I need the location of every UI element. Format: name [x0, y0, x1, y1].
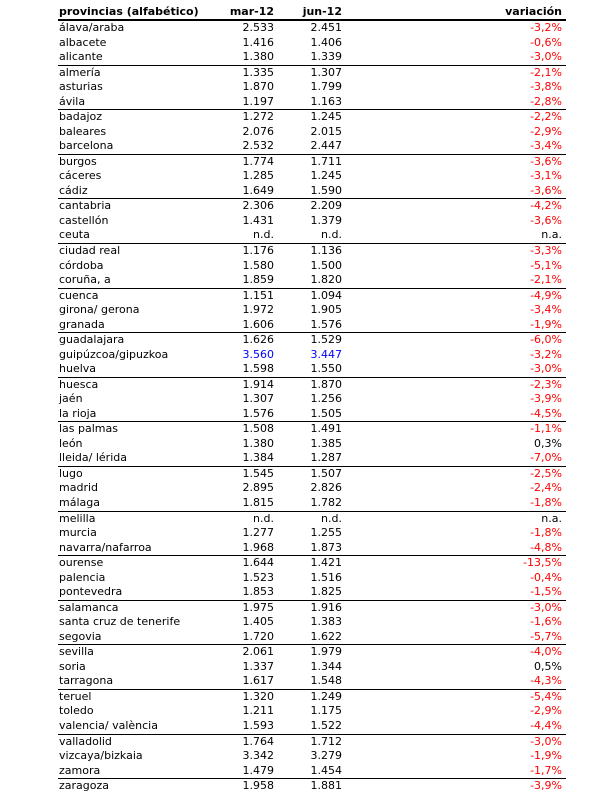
value-mar-12: 1.644	[242, 556, 274, 570]
table-row	[58, 50, 566, 66]
table-row	[58, 214, 566, 229]
province-name: santa cruz de tenerife	[59, 615, 181, 629]
value-mar-12: 1.151	[242, 288, 274, 302]
value-mar-12: 2.532	[242, 139, 274, 153]
variation-value: -3,3%	[530, 243, 562, 257]
value-jun-12: 3.447	[310, 347, 342, 361]
value-jun-12: 1.249	[310, 689, 342, 703]
table-header	[58, 4, 566, 21]
value-mar-12: n.d.	[253, 228, 274, 242]
value-mar-12: 1.197	[242, 94, 274, 108]
value-jun-12: 1.550	[310, 362, 342, 376]
province-name: guadalajara	[59, 333, 125, 347]
variation-value: -6,0%	[530, 333, 562, 347]
value-jun-12: 1.136	[310, 243, 342, 257]
variation-value: -1,8%	[530, 496, 562, 509]
variation-value: 0,5%	[534, 659, 562, 673]
value-jun-12: 1.500	[310, 258, 342, 272]
value-jun-12: 1.454	[310, 763, 342, 777]
value-mar-12: 1.606	[242, 317, 274, 331]
variation-value: -5,1%	[530, 258, 562, 272]
variation-value: -3,0%	[530, 600, 562, 614]
value-mar-12: 1.211	[242, 704, 274, 718]
variation-value: n.a.	[541, 511, 562, 525]
value-mar-12: 1.277	[242, 526, 274, 540]
variation-value: -3,2%	[530, 21, 562, 34]
table-row	[58, 362, 566, 378]
province-name: ciudad real	[59, 243, 121, 257]
value-jun-12: 1.873	[310, 540, 342, 554]
header-mar-12: mar-12	[229, 5, 274, 18]
variation-value: -2,4%	[530, 481, 562, 495]
variation-value: -4,2%	[530, 199, 562, 213]
province-name: zaragoza	[59, 779, 110, 793]
value-jun-12: 1.782	[310, 496, 342, 509]
variation-value: -4,8%	[530, 540, 562, 554]
value-mar-12: 1.580	[242, 258, 274, 272]
variation-value: -3,6%	[530, 183, 562, 197]
province-name: la rioja	[59, 406, 97, 420]
table-row	[58, 228, 566, 244]
province-name: melilla	[59, 511, 96, 525]
variation-value: -13,5%	[523, 556, 562, 570]
value-mar-12: 1.508	[242, 422, 274, 436]
table-row	[58, 318, 566, 334]
variation-value: -2,8%	[530, 94, 562, 108]
table-row	[58, 199, 566, 214]
province-name: valladolid	[59, 734, 112, 748]
header-province: provincias (alfabético)	[59, 5, 199, 18]
value-jun-12: 1.505	[310, 406, 342, 420]
variation-value: -1,1%	[530, 422, 562, 436]
province-name: alicante	[59, 50, 103, 64]
table-row	[58, 512, 566, 527]
variation-value: -3,0%	[530, 734, 562, 748]
province-name: ávila	[59, 94, 86, 108]
province-name: zamora	[59, 763, 101, 777]
value-jun-12: 1.825	[310, 585, 342, 599]
value-jun-12: 1.711	[310, 154, 342, 168]
value-mar-12: 1.853	[242, 585, 274, 599]
value-mar-12: 2.533	[242, 21, 274, 34]
table-row	[58, 735, 566, 750]
value-mar-12: 1.764	[242, 734, 274, 748]
value-jun-12: 1.245	[310, 169, 342, 183]
table-row	[58, 451, 566, 467]
province-name: valencia/ valència	[59, 718, 158, 732]
variation-value: -1,9%	[530, 317, 562, 331]
province-name: cádiz	[59, 183, 88, 197]
value-jun-12: 1.712	[310, 734, 342, 748]
table-row	[58, 615, 566, 630]
table-row	[58, 749, 566, 764]
value-mar-12: 1.617	[242, 674, 274, 688]
variation-value: -3,2%	[530, 347, 562, 361]
value-mar-12: 1.593	[242, 718, 274, 732]
value-mar-12: 1.431	[242, 213, 274, 227]
variation-value: -4,5%	[530, 406, 562, 420]
variation-value: -4,4%	[530, 718, 562, 732]
province-name: almería	[59, 65, 101, 79]
value-mar-12: 1.649	[242, 183, 274, 197]
value-jun-12: 1.590	[310, 183, 342, 197]
variation-value: -3,1%	[530, 169, 562, 183]
value-mar-12: 1.914	[242, 377, 274, 391]
value-mar-12: 1.870	[242, 80, 274, 94]
table-row	[58, 333, 566, 348]
value-mar-12: 1.384	[242, 451, 274, 465]
value-mar-12: 1.416	[242, 35, 274, 49]
value-jun-12: 1.820	[310, 273, 342, 287]
variation-value: -3,0%	[530, 362, 562, 376]
table-row	[58, 660, 566, 675]
value-mar-12: 1.576	[242, 406, 274, 420]
value-jun-12: 1.307	[310, 65, 342, 79]
variation-value: -4,0%	[530, 645, 562, 659]
table-row	[58, 704, 566, 719]
table-row	[58, 303, 566, 318]
province-name: tarragona	[59, 674, 114, 688]
variation-value: -5,4%	[530, 689, 562, 703]
variation-value: -2,3%	[530, 377, 562, 391]
province-name: lleida/ lérida	[59, 451, 127, 465]
table-row	[58, 184, 566, 200]
table-row	[58, 125, 566, 140]
value-jun-12: 1.175	[310, 704, 342, 718]
province-name: madrid	[59, 481, 98, 495]
province-name: huesca	[59, 377, 99, 391]
table-row	[58, 244, 566, 259]
value-jun-12: 1.383	[310, 615, 342, 629]
province-name: navarra/nafarroa	[59, 540, 152, 554]
value-mar-12: 1.968	[242, 540, 274, 554]
table-row	[58, 571, 566, 586]
province-name: ourense	[59, 556, 104, 570]
province-name: cantabria	[59, 199, 112, 213]
value-jun-12: 1.905	[310, 303, 342, 317]
variation-value: -1,6%	[530, 615, 562, 629]
table-row	[58, 95, 566, 111]
variation-value: -4,9%	[530, 288, 562, 302]
value-mar-12: 2.076	[242, 124, 274, 138]
value-mar-12: 1.479	[242, 763, 274, 777]
value-jun-12: 1.576	[310, 317, 342, 331]
variation-value: -5,7%	[530, 629, 562, 643]
value-jun-12: n.d.	[321, 511, 342, 525]
variation-value: -1,5%	[530, 585, 562, 599]
table-row	[58, 467, 566, 482]
province-name: ceuta	[59, 228, 90, 242]
value-jun-12: 1.255	[310, 526, 342, 540]
variation-value: -1,7%	[530, 763, 562, 777]
header-variation: variación	[505, 5, 562, 18]
header-jun-12: jun-12	[302, 5, 342, 18]
province-name: córdoba	[59, 258, 104, 272]
value-jun-12: 1.245	[310, 110, 342, 124]
table-row	[58, 422, 566, 437]
value-mar-12: n.d.	[253, 511, 274, 525]
table-row	[58, 21, 566, 36]
province-name: girona/ gerona	[59, 303, 140, 317]
value-jun-12: 1.163	[310, 94, 342, 108]
province-name: león	[59, 436, 83, 450]
value-mar-12: 2.306	[242, 199, 274, 213]
price-table	[58, 4, 566, 794]
value-mar-12: 1.774	[242, 154, 274, 168]
table-row	[58, 526, 566, 541]
value-mar-12: 1.405	[242, 615, 274, 629]
value-jun-12: 1.339	[310, 50, 342, 64]
table-body	[58, 21, 566, 794]
value-jun-12: 1.622	[310, 629, 342, 643]
table-row	[58, 645, 566, 660]
province-name: salamanca	[59, 600, 119, 614]
table-row	[58, 674, 566, 690]
value-jun-12: 1.385	[310, 436, 342, 450]
province-name: burgos	[59, 154, 97, 168]
province-name: las palmas	[59, 422, 118, 436]
province-name: asturias	[59, 80, 103, 94]
value-mar-12: 2.895	[242, 481, 274, 495]
table-row	[58, 273, 566, 289]
province-name: sevilla	[59, 645, 94, 659]
value-mar-12: 1.598	[242, 362, 274, 376]
province-name: baleares	[59, 124, 107, 138]
variation-value: n.a.	[541, 228, 562, 242]
value-mar-12: 1.859	[242, 273, 274, 287]
value-mar-12: 1.720	[242, 629, 274, 643]
province-name: málaga	[59, 496, 100, 509]
value-mar-12: 1.307	[242, 392, 274, 406]
value-jun-12: 1.916	[310, 600, 342, 614]
province-name: coruña, a	[59, 273, 111, 287]
province-name: granada	[59, 317, 105, 331]
value-jun-12: 1.799	[310, 80, 342, 94]
variation-value: -2,2%	[530, 110, 562, 124]
province-name: barcelona	[59, 139, 114, 153]
table-row	[58, 36, 566, 51]
variation-value: -2,5%	[530, 466, 562, 480]
value-jun-12: 1.881	[310, 779, 342, 793]
value-mar-12: 3.342	[242, 749, 274, 763]
value-mar-12: 1.972	[242, 303, 274, 317]
table-row	[58, 437, 566, 452]
value-mar-12: 1.545	[242, 466, 274, 480]
value-jun-12: 2.451	[310, 21, 342, 34]
variation-value: -1,9%	[530, 749, 562, 763]
table-row	[58, 496, 566, 512]
province-name: lugo	[59, 466, 83, 480]
value-mar-12: 1.337	[242, 659, 274, 673]
value-mar-12: 1.320	[242, 689, 274, 703]
variation-value: -3,6%	[530, 154, 562, 168]
province-name: huelva	[59, 362, 97, 376]
province-name: cuenca	[59, 288, 99, 302]
table-row	[58, 289, 566, 304]
variation-value: -3,9%	[530, 392, 562, 406]
province-name: jaén	[59, 392, 83, 406]
province-name: murcia	[59, 526, 97, 540]
table-row	[58, 80, 566, 95]
table-row	[58, 155, 566, 170]
variation-value: -0,6%	[530, 35, 562, 49]
province-name: vizcaya/bizkaia	[59, 749, 143, 763]
table-row	[58, 556, 566, 571]
variation-value: -4,3%	[530, 674, 562, 688]
value-mar-12: 1.815	[242, 496, 274, 509]
value-jun-12: 1.256	[310, 392, 342, 406]
variation-value: -7,0%	[530, 451, 562, 465]
value-jun-12: 1.379	[310, 213, 342, 227]
value-mar-12: 1.335	[242, 65, 274, 79]
value-mar-12: 1.626	[242, 333, 274, 347]
table-row	[58, 541, 566, 557]
province-name: cáceres	[59, 169, 102, 183]
province-name: teruel	[59, 689, 92, 703]
value-jun-12: 1.979	[310, 645, 342, 659]
table-row	[58, 378, 566, 393]
value-mar-12: 1.272	[242, 110, 274, 124]
province-name: toledo	[59, 704, 94, 718]
province-name: castellón	[59, 213, 109, 227]
value-jun-12: 2.826	[310, 481, 342, 495]
variation-value: -0,4%	[530, 570, 562, 584]
value-jun-12: 1.491	[310, 422, 342, 436]
province-name: palencia	[59, 570, 106, 584]
value-jun-12: 1.548	[310, 674, 342, 688]
table-row	[58, 630, 566, 646]
value-jun-12: 1.406	[310, 35, 342, 49]
province-name: álava/araba	[59, 21, 125, 34]
table-row	[58, 601, 566, 616]
table-row	[58, 585, 566, 601]
variation-value: -2,1%	[530, 273, 562, 287]
table-row	[58, 407, 566, 423]
value-mar-12: 1.176	[242, 243, 274, 257]
value-jun-12: 1.529	[310, 333, 342, 347]
value-jun-12: 2.015	[310, 124, 342, 138]
table-row	[58, 779, 566, 794]
value-jun-12: n.d.	[321, 228, 342, 242]
value-jun-12: 1.094	[310, 288, 342, 302]
value-jun-12: 1.287	[310, 451, 342, 465]
province-name: badajoz	[59, 110, 103, 124]
value-jun-12: 3.279	[310, 749, 342, 763]
province-name: guipúzcoa/gipuzkoa	[59, 347, 169, 361]
value-mar-12: 1.523	[242, 570, 274, 584]
value-jun-12: 1.421	[310, 556, 342, 570]
table-row	[58, 348, 566, 363]
value-mar-12: 1.285	[242, 169, 274, 183]
table-row	[58, 66, 566, 81]
value-mar-12: 2.061	[242, 645, 274, 659]
province-name: pontevedra	[59, 585, 123, 599]
value-mar-12: 1.958	[242, 779, 274, 793]
variation-value: -2,1%	[530, 65, 562, 79]
table-row	[58, 110, 566, 125]
value-mar-12: 1.380	[242, 436, 274, 450]
table-row	[58, 169, 566, 184]
value-mar-12: 1.380	[242, 50, 274, 64]
variation-value: -3,4%	[530, 139, 562, 153]
province-name: soria	[59, 659, 86, 673]
value-jun-12: 1.870	[310, 377, 342, 391]
table-row	[58, 690, 566, 705]
value-jun-12: 2.447	[310, 139, 342, 153]
variation-value: -2,9%	[530, 704, 562, 718]
value-jun-12: 1.522	[310, 718, 342, 732]
variation-value: -3,6%	[530, 213, 562, 227]
variation-value: -1,8%	[530, 526, 562, 540]
variation-value: -3,0%	[530, 50, 562, 64]
province-name: segovia	[59, 629, 102, 643]
value-mar-12: 3.560	[242, 347, 274, 361]
table-row	[58, 719, 566, 735]
value-jun-12: 2.209	[310, 199, 342, 213]
value-mar-12: 1.975	[242, 600, 274, 614]
table-row	[58, 481, 566, 496]
value-jun-12: 1.507	[310, 466, 342, 480]
table-row	[58, 764, 566, 780]
variation-value: -3,4%	[530, 303, 562, 317]
variation-value: 0,3%	[534, 436, 562, 450]
province-name: albacete	[59, 35, 107, 49]
variation-value: -2,9%	[530, 124, 562, 138]
table-row	[58, 139, 566, 155]
value-jun-12: 1.516	[310, 570, 342, 584]
variation-value: -3,9%	[530, 779, 562, 793]
table-row	[58, 259, 566, 274]
table-row	[58, 392, 566, 407]
value-jun-12: 1.344	[310, 659, 342, 673]
variation-value: -3,8%	[530, 80, 562, 94]
